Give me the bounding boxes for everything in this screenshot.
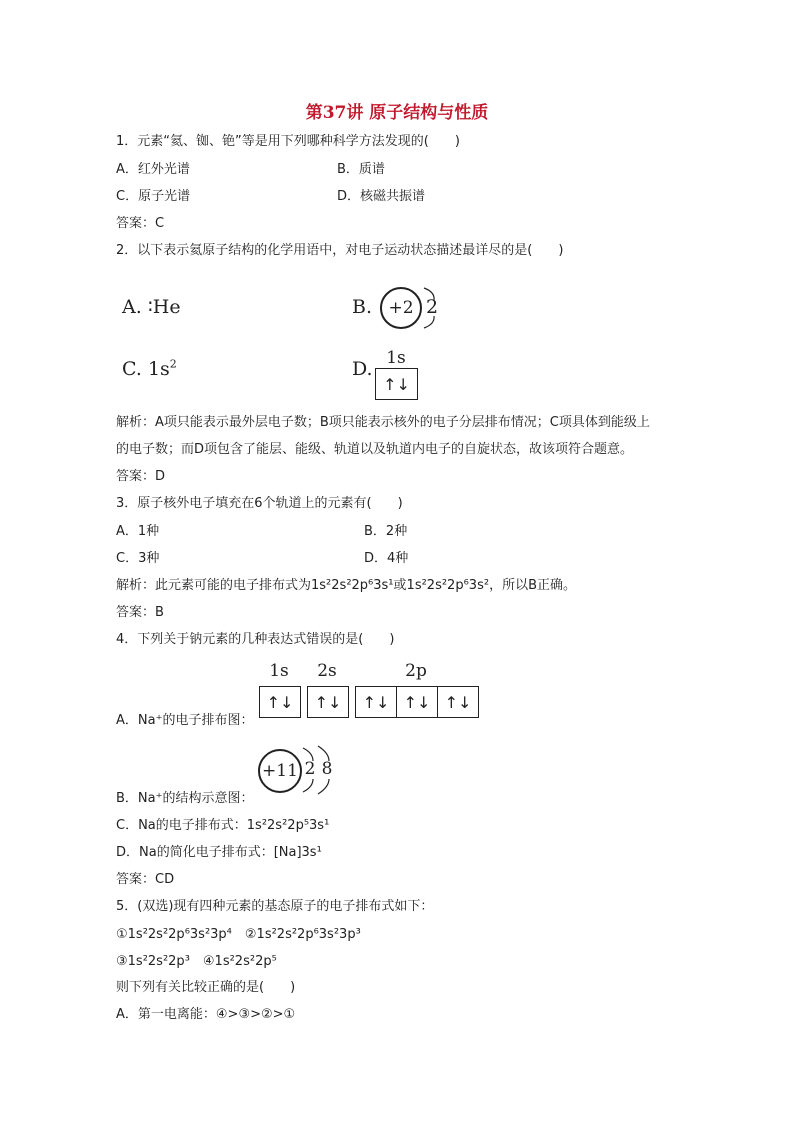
- q4-option-c: [116, 817, 329, 835]
- q2-option-c: [122, 358, 177, 380]
- q2-option-c-sup: 2: [169, 357, 177, 371]
- q3-analysis: [116, 577, 576, 595]
- q2-option-c-label: C.: [122, 358, 142, 380]
- q2-answer: 答案：D: [116, 469, 166, 484]
- q2-stem: 2．以下表示氦原子结构的化学用语中，对电子运动状态描述最详尽的是( ): [116, 243, 564, 258]
- q4-option-b-shell-2: 8: [321, 759, 333, 779]
- q5-configs-line2: ③1s²2s²2p³ ④1s²2s²2p⁵: [116, 954, 277, 969]
- q2-option-a-formula: ∶He: [147, 296, 181, 318]
- q2-option-a: [122, 296, 181, 318]
- q4-answer: 答案：CD: [116, 872, 175, 887]
- q3-option-a: A．1种: [116, 524, 160, 539]
- q4-orbital-box-2p-2: ↑↓: [396, 686, 438, 718]
- q2-option-c-config: 1s: [147, 358, 170, 380]
- q3-analysis-post: ，所以B正确。: [489, 578, 576, 593]
- q4-option-c-label: C．Na的电子排布式：: [116, 818, 247, 833]
- q4-option-c-config: 1s²2s²2p⁵3s¹: [246, 818, 330, 833]
- q4-orbital-label-1s: 1s: [269, 661, 289, 681]
- q2-option-d-orbital-label: 1s: [386, 348, 406, 368]
- q4-orbital-label-2p: 2p: [405, 661, 427, 681]
- q3-analysis-pre: 解析：此元素可能的电子排布式为: [116, 578, 312, 593]
- q2-option-b-nucleus: +2: [380, 287, 422, 329]
- q1-stem: 1．元素“氦、铷、铯”等是用下列哪种科学方法发现的( ): [116, 134, 460, 149]
- q5-ask: 则下列有关比较正确的是( ): [116, 980, 296, 995]
- q3-option-d: D．4种: [364, 551, 409, 566]
- q4-orbital-box-2s: ↑↓: [307, 686, 349, 718]
- q3-stem: 3．原子核外电子填充在6个轨道上的元素有( ): [116, 496, 403, 511]
- q4-option-b-nucleus: +11: [258, 749, 302, 793]
- q1-option-a: A．红外光谱: [116, 162, 190, 177]
- q2-option-d-label: D.: [352, 358, 373, 380]
- q3-analysis-mid: 或: [393, 578, 407, 593]
- q3-option-b: B．2种: [364, 524, 408, 539]
- q4-orbital-box-2p-3: ↑↓: [437, 686, 479, 718]
- q3-option-c: C．3种: [116, 551, 160, 566]
- q4-option-d: D．Na的简化电子排布式：[Na]3s¹: [116, 845, 322, 860]
- q5-configs-line1: ①1s²2s²2p⁶3s²3p⁴ ②1s²2s²2p⁶3s²3p³: [116, 927, 361, 942]
- q4-orbital-label-2s: 2s: [317, 661, 337, 681]
- q2-analysis-line2: 的电子数；而D项包含了能层、能级、轨道以及轨道内电子的自旋状态，故该项符合题意。: [116, 442, 634, 457]
- q4-orbital-box-2p-1: ↑↓: [355, 686, 397, 718]
- q1-answer: 答案：C: [116, 216, 165, 231]
- q2-analysis-line1: 解析：A项只能表示最外层电子数；B项只能表示核外的电子分层排布情况；C项具体到能级上: [116, 415, 650, 430]
- q1-option-d: D．核磁共振谱: [337, 189, 426, 204]
- q5-stem: 5．(双选)现有四种元素的基态原子的电子排布式如下：: [116, 899, 434, 914]
- q3-answer: 答案：B: [116, 605, 164, 620]
- q3-config-1: 1s²2s²2p⁶3s¹: [311, 578, 394, 593]
- q2-option-a-label: A.: [122, 296, 142, 318]
- q3-config-2: 1s²2s²2p⁶3s²: [406, 578, 490, 593]
- q4-option-b: B．Na⁺的结构示意图：: [116, 791, 254, 806]
- q2-option-b-shell: 2: [426, 296, 439, 318]
- q2-option-d-orbital-box: ↑↓: [375, 368, 418, 400]
- q1-option-b: B．质谱: [337, 162, 385, 177]
- q4-option-a: A．Na⁺的电子排布图：: [116, 713, 254, 728]
- q1-option-c: C．原子光谱: [116, 189, 191, 204]
- q4-option-b-shell-1: 2: [304, 759, 316, 779]
- q5-option-a: A．第一电离能：④>③>②>①: [116, 1007, 296, 1022]
- q4-orbital-box-1s: ↑↓: [259, 686, 301, 718]
- q2-option-b-label: B.: [352, 296, 373, 318]
- q4-stem: 4．下列关于钠元素的几种表达式错误的是( ): [116, 632, 395, 647]
- page-title: 第37讲 原子结构与性质: [305, 103, 489, 123]
